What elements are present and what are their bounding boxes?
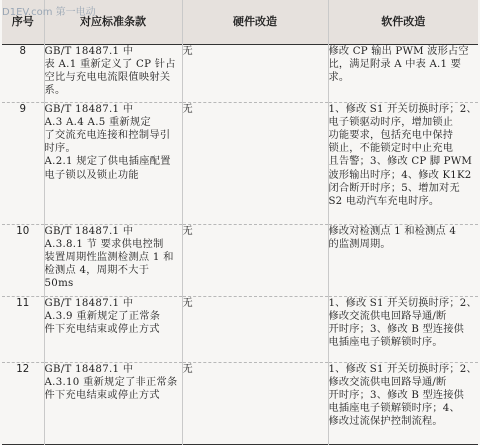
row-number: 10 bbox=[16, 225, 30, 237]
header-software: 软件改造 bbox=[328, 0, 478, 44]
clause-line: GB/T 18487.1 中 bbox=[44, 45, 134, 57]
table-row bbox=[2, 44, 478, 102]
software-line: 1、修改 S1 开关切换时序；2、 bbox=[328, 363, 477, 375]
row-number: 9 bbox=[19, 103, 26, 115]
software-line: 电插座电子锁解锁时序；4、 bbox=[328, 403, 460, 415]
software-line: 功能要求，包括充电中保持 bbox=[328, 129, 454, 141]
standard-clause-cell bbox=[44, 362, 182, 444]
hardware-cell: 无 bbox=[182, 296, 328, 362]
standard-clause-cell bbox=[44, 102, 182, 224]
standard-clause-cell bbox=[44, 296, 182, 362]
software-line: 修改交流供电回路导通/断 bbox=[328, 310, 447, 322]
clause-line: 装置周期性监测检测点 1 和 bbox=[44, 251, 174, 263]
clause-line: 件下充电结束或停止方式 bbox=[44, 389, 160, 401]
software-line: 开时序；3、修改 B 型连接供 bbox=[328, 323, 465, 335]
table-row bbox=[2, 224, 478, 296]
hardware-cell: 无 bbox=[182, 362, 328, 444]
header-number: 序号 bbox=[11, 15, 34, 29]
software-line: 1、修改 S1 开关切换时序；2、 bbox=[328, 297, 477, 309]
clause-line: 电子锁以及锁止功能 bbox=[44, 169, 139, 181]
software-line: 修改过流保护控制流程。 bbox=[328, 416, 443, 428]
clause-line: 空比与充电电流限值映射关 bbox=[44, 71, 171, 83]
software-line: 修改对检测点 1 和检测点 4 bbox=[328, 225, 457, 237]
header-standard-clause: 对应标准条款 bbox=[44, 0, 182, 44]
software-line: S2 电动汽车充电时序。 bbox=[328, 195, 440, 207]
clause-line: 系。 bbox=[44, 85, 66, 97]
software-line: 电插座电子锁解锁时序。 bbox=[328, 337, 443, 349]
row-number: 8 bbox=[19, 45, 26, 57]
table-row bbox=[2, 296, 478, 362]
software-cell bbox=[328, 296, 478, 362]
software-line: 修改交流供电回路导通/断 bbox=[328, 376, 447, 388]
clause-line: A.2.1 规定了供电插座配置 bbox=[44, 156, 171, 168]
hardware-cell: 无 bbox=[182, 102, 328, 224]
software-line: 比，满足附录 A 中表 A.1 要 bbox=[328, 58, 461, 70]
hardware-cell: 无 bbox=[182, 224, 328, 296]
clause-line: GB/T 18487.1 中 bbox=[44, 225, 134, 237]
clause-line: GB/T 18487.1 中 bbox=[44, 363, 134, 375]
software-cell bbox=[328, 224, 478, 296]
software-line: 求。 bbox=[328, 71, 350, 83]
standard-clause-cell bbox=[44, 224, 182, 296]
software-cell bbox=[328, 362, 478, 444]
hardware-cell: 无 bbox=[182, 44, 328, 102]
table-row bbox=[2, 102, 478, 224]
software-cell bbox=[328, 102, 478, 224]
table-row bbox=[2, 362, 478, 444]
clause-line: GB/T 18487.1 中 bbox=[44, 103, 134, 115]
software-line: 开时序；3、修改 B 型连接供 bbox=[328, 389, 465, 401]
software-line: 1、修改 S1 开关切换时序；2、 bbox=[328, 103, 477, 115]
software-line: 波形输出时序；4、修改 K1K2 bbox=[328, 169, 472, 181]
clause-line: A.3.10 重新规定了非正常条 bbox=[44, 376, 178, 388]
clause-line: 检测点 4，周期不大于 50ms bbox=[44, 265, 150, 290]
standards-modification-table bbox=[2, 0, 478, 445]
clause-line: 件下充电结束或停止方式 bbox=[44, 323, 160, 335]
row-number: 11 bbox=[16, 297, 30, 309]
clause-line: 了交流充电连接和控制导引 bbox=[44, 129, 171, 141]
software-line: 的监测周期。 bbox=[328, 238, 391, 250]
watermark-text: D1EV.com 第一电动 bbox=[2, 7, 96, 18]
software-line: 修改 CP 输出 PWM 波形占空 bbox=[328, 45, 469, 57]
clause-line: 表 A.1 重新定义了 CP 针占 bbox=[44, 58, 176, 70]
header-hardware: 硬件改造 bbox=[182, 0, 328, 44]
clause-line: A.3.8.1 节 要求供电控制 bbox=[44, 238, 164, 250]
software-line: 闭合断开时序；5、增加对无 bbox=[328, 182, 460, 194]
software-line: 且告警；3、修改 CP 脚 PWM bbox=[328, 156, 473, 168]
clause-line: A.3.9 重新规定了正常条 bbox=[44, 310, 161, 322]
clause-line: 时序。 bbox=[44, 143, 76, 155]
software-line: 锁止，不能锁定时中止充电 bbox=[328, 143, 454, 155]
clause-line: GB/T 18487.1 中 bbox=[44, 297, 134, 309]
clause-line: A.3 A.4 A.5 重新规定 bbox=[44, 116, 151, 128]
row-number: 12 bbox=[16, 363, 30, 375]
software-line: 电子锁驱动时序，增加锁止 bbox=[328, 116, 454, 128]
software-cell bbox=[328, 44, 478, 102]
standard-clause-cell bbox=[44, 44, 182, 102]
